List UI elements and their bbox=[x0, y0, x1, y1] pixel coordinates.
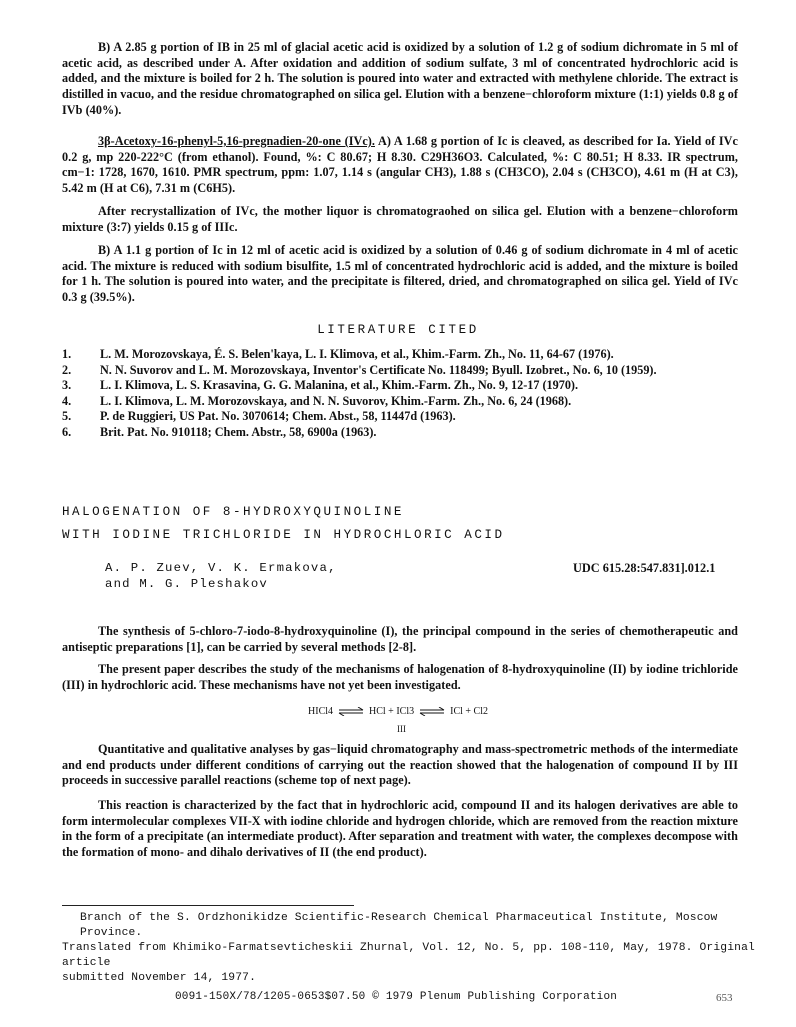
equation-term-3: ICl + Cl2 bbox=[450, 706, 488, 717]
reference-number: 3. bbox=[62, 378, 72, 393]
reference-text: N. N. Suvorov and L. M. Morozovskaya, Inventor's Certificate No. 118499; Byull. Izobret., No. 6, 10 (1959). bbox=[100, 362, 657, 377]
equilibrium-arrow-icon bbox=[338, 707, 364, 716]
paragraph-method-b-ivb: B) A 2.85 g portion of IB in 25 ml of glacial acetic acid is oxidized by a solution of 1.2 g of sodium dichromate in 5 ml of acetic acid, as described under A. After oxidation and addition of sodium sulfate, 3 ml of concentrated hydrochloric acid is added, and the mixture is boiled for 2 h. The solution is poured into water and extracted with methylene chloride. The extract is distilled in vacuo, and the residue chromatographed on silica gel. Elution with a benzene−chloroform mixture (1:1) yields 0.8 g of IVb (40%). bbox=[62, 40, 738, 117]
compound-heading-ivc: 3β-Acetoxy-16-phenyl-5,16-pregnadien-20-one (IVc). bbox=[98, 134, 375, 148]
equation-term-1: HICl4 bbox=[308, 706, 334, 717]
paragraph-ivc bbox=[62, 134, 738, 197]
footnote bbox=[62, 911, 770, 986]
authors-line-2: and M. G. Pleshakov bbox=[105, 577, 269, 591]
reference-number: 2. bbox=[62, 362, 72, 377]
literature-cited-heading: LITERATURE CITED bbox=[317, 323, 479, 337]
reference-item bbox=[62, 425, 738, 441]
equilibrium-equation bbox=[0, 706, 796, 717]
equation-term-2: HCl + ICl3 bbox=[369, 706, 415, 717]
equilibrium-arrow-icon bbox=[419, 707, 445, 716]
reference-text: L. I. Klimova, L. M. Morozovskaya, and N. N. Suvorov, Khim.-Farm. Zh., No. 6, 24 (1968). bbox=[100, 393, 572, 408]
reference-text: Brit. Pat. No. 910118; Chem. Abstr., 58, 6900a (1963). bbox=[100, 424, 377, 439]
reference-number: 1. bbox=[62, 347, 72, 361]
reference-text: P. de Ruggieri, US Pat. No. 3070614; Chem. Abst., 58, 11447d (1963). bbox=[100, 409, 456, 424]
page-number: 653 bbox=[716, 992, 733, 1004]
reference-item bbox=[62, 347, 738, 363]
article-title-line-1: HALOGENATION OF 8-HYDROXYQUINOLINE bbox=[62, 505, 404, 519]
reference-item bbox=[62, 409, 738, 425]
paragraph-present-paper: The present paper describes the study of the mechanisms of halogenation of 8-hydroxyquinoline (II) by iodine trichloride (III) in hydrochloric acid. These mechanisms have not yet been investigated. bbox=[62, 662, 738, 692]
reference-number: 6. bbox=[62, 424, 72, 439]
copyright-line: 0091-150X/78/1205-0653$07.50 © 1979 Plenum Publishing Corporation bbox=[175, 991, 618, 1003]
reference-list bbox=[62, 347, 738, 441]
equation-compound-label: III bbox=[397, 724, 406, 734]
paragraph-ivc-body: A) A 1.68 g portion of Ic is cleaved, as described for Ia. Yield of IVc 0.2 g, mp 220-222°C (from ethanol). Found, %: C 80.67; H 8.30. C29H36O3. Calculated, %: C 80.51; H 8.33. IR spectrum, cm−1: 1728, 1670, 1610. PMR spectrum, ppm: 1.07, 1.14 s (angular CH3), 1.88 s (CH3CO), 2.04 s (CH3CO), 4.61 m (H at C3), 5.42 m (H at C6), 7.31 m (C6H5). bbox=[62, 134, 738, 196]
article-authors bbox=[105, 560, 337, 592]
authors-line-1: A. P. Zuev, V. K. Ermakova, bbox=[105, 561, 337, 575]
footnote-divider bbox=[62, 905, 354, 906]
paragraph-method-b-ivc: B) A 1.1 g portion of Ic in 12 ml of acetic acid is oxidized by a solution of 0.46 g of sodium dichromate in 4 ml of acetic acid. The mixture is reduced with sodium bisulfite, 1.5 ml of concentrated hydrochloric acid is added, and the mixture is boiled for 1 h. The solution is poured into water, and the precipitate is filtered, dried, and chromatographed on silica gel. Yield of IVc 0.3 g (39.5%). bbox=[62, 243, 738, 305]
reference-item bbox=[62, 394, 738, 410]
reference-text: L. I. Klimova, L. S. Krasavina, G. G. Malanina, et al., Khim.-Farm. Zh., No. 9, 12-17 (1970). bbox=[100, 378, 579, 393]
paragraph-recrystallization: After recrystallization of IVc, the mother liquor is chromatograohed on silica gel. Elution with a benzene−chloroform mixture (3:7) yields 0.15 g of IIIc. bbox=[62, 204, 738, 234]
footnote-line-1: Branch of the S. Ordzhonikidze Scientific-Research Chemical Pharmaceutical Institute, Moscow Province. bbox=[80, 912, 718, 939]
reference-item bbox=[62, 378, 738, 394]
reference-number: 4. bbox=[62, 393, 72, 408]
paragraph-synthesis: The synthesis of 5-chloro-7-iodo-8-hydroxyquinoline (I), the principal compound in the series of chemotherapeutic and antiseptic preparations [1], can be carried by several methods [2-8]. bbox=[62, 624, 738, 654]
article-title-line-2: WITH IODINE TRICHLORIDE IN HYDROCHLORIC ACID bbox=[62, 528, 505, 542]
footnote-line-3: submitted November 14, 1977. bbox=[62, 972, 257, 984]
paragraph-reaction-characterized: This reaction is characterized by the fact that in hydrochloric acid, compound II and its halogen derivatives are able to form intermolecular complexes VII-X with iodine chloride and hydrogen chloride, which are removed from the reaction mixture in the form of a precipitate (an intermediate product). After separation and treatment with water, the complexes decompose with the formation of mono- and dihalo derivatives of II (the end product). bbox=[62, 798, 738, 860]
udc-code: UDC 615.28:547.831].012.1 bbox=[573, 561, 716, 575]
reference-item bbox=[62, 363, 738, 379]
paragraph-analyses: Quantitative and qualitative analyses by gas−liquid chromatography and mass-spectrometric methods of the intermediate and end products under different conditions of carrying out the reaction showed that the halogenation of compound II by III proceeds in successive parallel reactions (scheme top of next page). bbox=[62, 742, 738, 788]
reference-text: L. M. Morozovskaya, É. S. Belen'kaya, L. I. Klimova, et al., Khim.-Farm. Zh., No. 11, 64-67 (1976). bbox=[100, 347, 614, 361]
footnote-line-2: Translated from Khimiko-Farmatsevticheskii Zhurnal, Vol. 12, No. 5, pp. 108-110, May, 1978. Original article bbox=[62, 942, 755, 969]
reference-number: 5. bbox=[62, 409, 72, 424]
